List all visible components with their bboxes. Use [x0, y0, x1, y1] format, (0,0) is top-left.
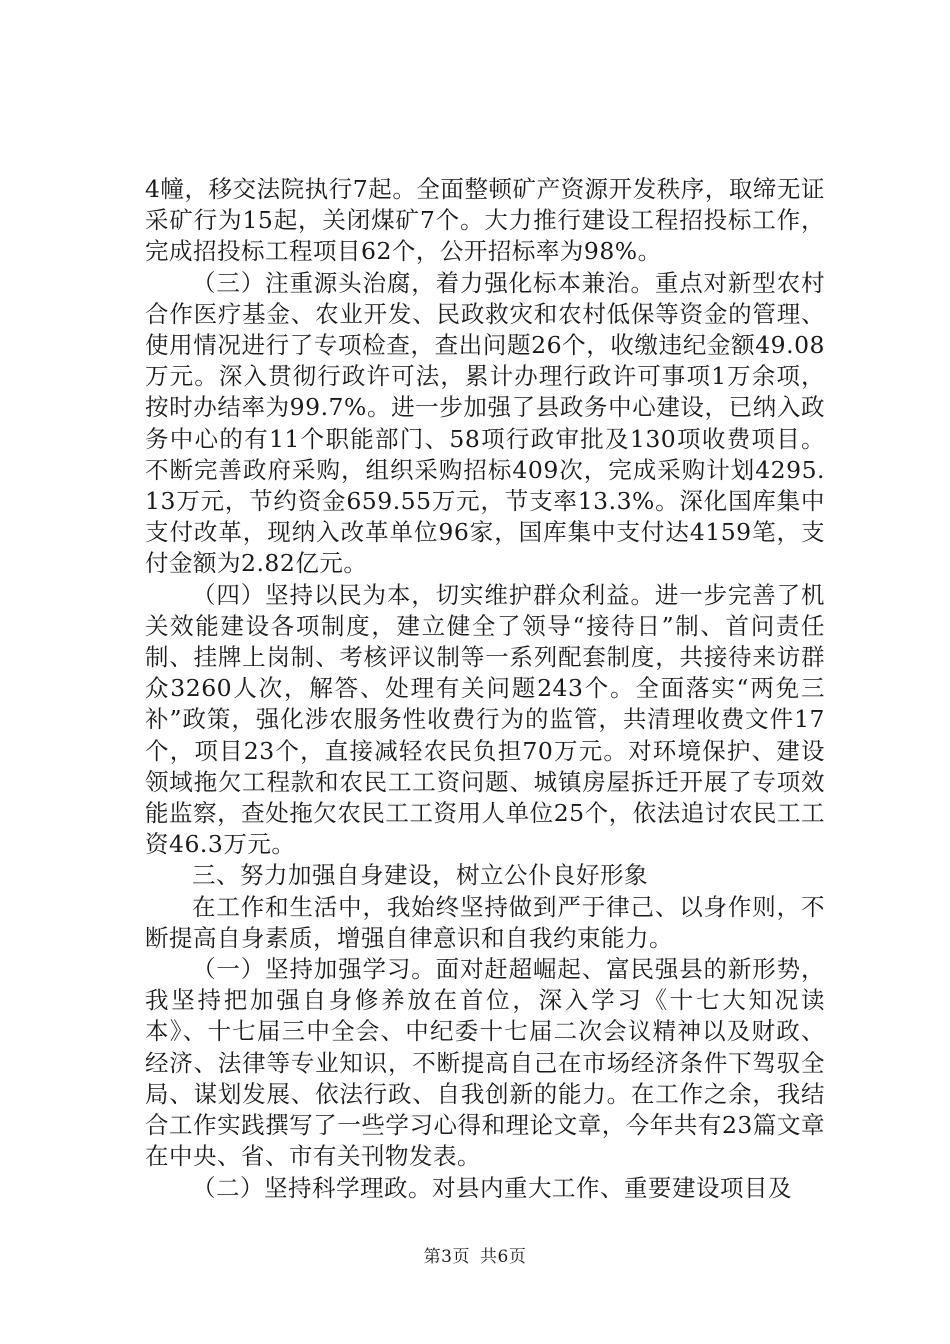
page-total: 共6页 — [480, 1247, 527, 1267]
paragraph-2: （三）注重源头治腐，着力强化标本兼治。重点对新型农村合作医疗基金、农业开发、民政救灾和农村低保等资金的管理、使用情况进行了专项检查，查出问题26个，收缴违纪金额49.08万元。深入贯彻行政许可法，累计办理行政许可事项1万余项，按时办结率为99.7%。进一步加强了县政务中心建设，已纳入政务中心的有11个职能部门、58项行政审批及130项收费项目。不断完善政府采购，组织采购招标409次，完成采购计划4295.13万元，节约资金659.55万元，节支率13.3%。深化国库集中支付改革，现纳入改革单位96家，国库集中支付达4159笔，支付金额为2.82亿元。 — [145, 268, 825, 578]
paragraph-6: （一）坚持加强学习。面对赶超崛起、富民强县的新形势，我坚持把加强自身修养放在首位，深入学习《十七大知况读本》、十七届三中全会、中纪委十七届二次会议精神以及财政、经济、法律等专业知识，不断提高自己在市场经济条件下驾驭全局、谋划发展、依法行政、自我创新的能力。在工作之余，我结合工作实践撰写了一些学习心得和理论文章，今年共有23篇文章在中央、省、市有关刊物发表。 — [145, 955, 825, 1171]
paragraph-5: 在工作和生活中，我始终坚持做到严于律己、以身作则，不断提高自身素质，增强自律意识和自我约束能力。 — [145, 892, 825, 952]
document-body — [145, 174, 825, 1204]
page-footer — [0, 1246, 950, 1268]
paragraph-3: （四）坚持以民为本，切实维护群众利益。进一步完善了机关效能建设各项制度，建立健全了领导“接待日”制、首问责任制、挂牌上岗制、考核评议制等一系列配套制度，共接待来访群众3260人次，解答、处理有关问题243个。全面落实“两免三补”政策，强化涉农服务性收费行为的监管，共清理收费文件17个，项目23个，直接减轻农民负担70万元。对环境保护、建设领域拖欠工程款和农民工工资问题、城镇房屋拆迁开展了专项效能监察，查处拖欠农民工工资用人单位25个，依法追讨农民工工资46.3万元。 — [145, 580, 825, 859]
section-heading: 三、努力加强自身建设，树立公仆良好形象 — [192, 861, 648, 890]
page-number: 第3页 — [423, 1247, 470, 1267]
paragraph-1: 4幢，移交法院执行7起。全面整顿矿产资源开发秩序，取缔无证采矿行为15起，关闭煤矿7个。大力推行建设工程招投标工作，完成招投标工程项目62个，公开招标率为98%。 — [145, 175, 825, 266]
paragraph-7: （二）坚持科学理政。对县内重大工作、重要建设项目及 — [192, 1173, 792, 1202]
